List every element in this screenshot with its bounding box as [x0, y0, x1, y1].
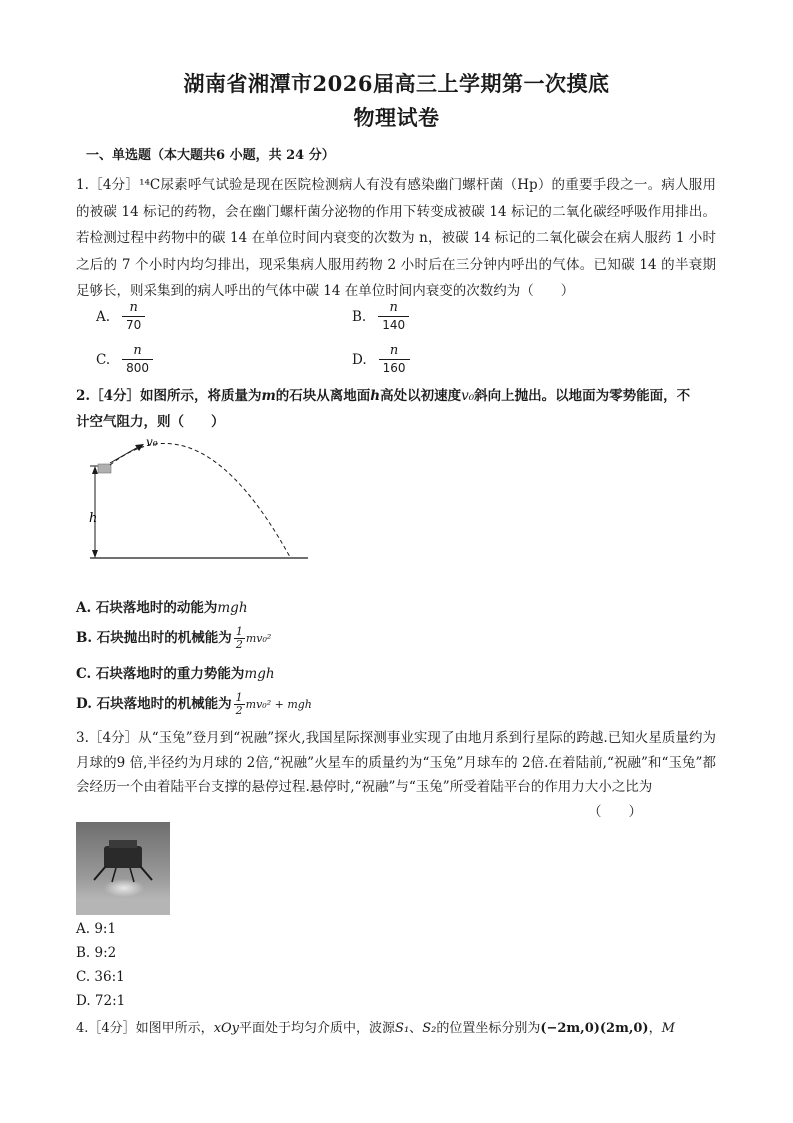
- question-1: [76, 172, 716, 305]
- question-2-option-a: [76, 596, 248, 616]
- fraction-denominator: 2: [235, 704, 243, 717]
- option-label: A.: [96, 308, 111, 325]
- q2-height-symbol: h: [370, 388, 381, 404]
- height-arrow-head-up: [92, 466, 98, 474]
- fraction-denominator: 800: [122, 359, 153, 376]
- question-3-option-a: A. 9:1: [76, 921, 117, 937]
- question-1-option-b: [352, 300, 409, 333]
- lander-top: [109, 840, 137, 848]
- option-label: D.: [352, 351, 367, 368]
- option-math: mgh: [217, 600, 248, 616]
- q4-text: 的位置坐标分别为: [436, 1021, 541, 1036]
- fraction-denominator: 140: [378, 316, 409, 333]
- question-2-option-d: [76, 692, 312, 717]
- option-fraction: [122, 343, 153, 376]
- option-label: C.: [96, 351, 111, 368]
- question-3-answer-paren: （ ）: [588, 804, 642, 820]
- fraction-numerator: n: [133, 343, 142, 358]
- q4-source-1: S₁: [395, 1021, 410, 1036]
- lander-photo: [76, 822, 170, 915]
- fraction-denominator: 2: [235, 638, 243, 651]
- velocity-arrow: [110, 446, 140, 463]
- fraction-numerator: 1: [235, 625, 243, 638]
- page-subtitle: 物理试卷: [353, 105, 440, 130]
- question-2-line-2: 计空气阻力，则（ ）: [76, 414, 225, 430]
- option-label: B.: [352, 308, 367, 325]
- q2-text: 高处以初速度: [380, 388, 462, 404]
- question-3-option-d: D. 72:1: [76, 993, 126, 1009]
- fraction-denominator: 160: [379, 359, 410, 376]
- height-label: h: [89, 511, 98, 526]
- q2-velocity-symbol: v₀: [461, 388, 475, 404]
- fraction-denominator: 70: [122, 316, 145, 333]
- fraction-numerator: 1: [235, 691, 243, 704]
- question-2-option-b: [76, 626, 271, 651]
- option-math: mv₀²: [245, 632, 272, 645]
- q4-text: 4.［4分］如图甲所示，: [76, 1021, 214, 1036]
- q2-mass-symbol: m: [261, 388, 276, 404]
- trajectory: [110, 443, 290, 557]
- option-math: mv₀² + mgh: [245, 698, 312, 711]
- question-1-number: 1.［4分］: [76, 177, 140, 193]
- question-3-option-c: C. 36:1: [76, 969, 125, 985]
- option-math: mgh: [244, 666, 275, 682]
- q4-text: 平面处于均匀介质中，波源: [239, 1021, 396, 1036]
- option-label: B. 石块抛出时的机械能为: [76, 630, 232, 646]
- question-1-text: ¹⁴C尿素呼气试验是现在医院检测病人有没有感染幽门螺杆菌（Hp）的重要手段之一。病人服用的被碳 14 标记的药物，会在幽门螺杆菌分泌物的作用下转变成被碳 14 标记的二氧化碳经呼吸作用排出。若检测过程中药物中的碳 14 在单位时间内衰变的次数为 n，被碳 14 标记的二氧化碳会在病人服药 1 小时之后的 7 个小时内均匀排出，现采集病人服用药物 2 小时后在三分钟内呼出的气体。已知碳 14 的半衰期足够长，则采集到的病人呼出的气体中碳 14 在单位时间内衰变的次数约为（ ）: [76, 177, 716, 299]
- question-4-line-1: [76, 1017, 675, 1036]
- stone: [98, 464, 111, 473]
- q4-text: 、: [409, 1021, 423, 1036]
- question-2-line-1: [76, 384, 690, 404]
- option-fraction: [379, 343, 410, 376]
- option-label: A. 石块落地时的动能为: [76, 600, 218, 616]
- q4-text: ，: [648, 1021, 662, 1036]
- option-fraction: [234, 692, 245, 717]
- fraction-numerator: n: [389, 343, 399, 358]
- question-1-option-a: [96, 300, 145, 333]
- height-arrow-head-down: [92, 550, 98, 558]
- question-3-option-b: B. 9:2: [76, 945, 117, 961]
- q2-text: 2.［4分］如图所示，将质量为: [76, 388, 262, 404]
- engine-plume: [104, 879, 144, 897]
- option-label: D. 石块落地时的机械能为: [76, 696, 232, 712]
- q4-plane-symbol: xOy: [213, 1021, 240, 1036]
- q2-text: 斜向上抛出。以地面为零势能面，不: [474, 388, 691, 404]
- page-title: 湖南省湘潭市2026届高三上学期第一次摸底: [183, 71, 610, 96]
- q2-text: 的石块从离地面: [275, 388, 371, 404]
- question-3-text: 3.［4分］从“玉兔”登月到“祝融”探火,我国星际探测事业实现了由地月系到行星际的跨越.已知火星质量约为月球的9 倍,半径约为月球的 2倍,“祝融”火星车的质量约为“玉兔”月球车的 2倍.在着陆前,“祝融”和“玉兔”都会经历一个由着陆平台支撑的悬停过程.悬停时,“祝融”与“玉兔”所受着陆平台的作用力大小之比为: [76, 730, 716, 795]
- q4-point-m: M: [661, 1021, 675, 1036]
- question-1-option-d: [352, 343, 410, 376]
- lander-body: [104, 846, 142, 868]
- projectile-diagram: [80, 432, 315, 567]
- option-fraction: [234, 626, 245, 651]
- fraction-numerator: n: [129, 300, 138, 315]
- question-1-option-c: [96, 343, 153, 376]
- section-heading: 一、单选题（本大题共6 小题，共 24 分）: [86, 148, 335, 163]
- fraction-numerator: n: [389, 300, 398, 315]
- velocity-label: v₀: [146, 435, 158, 449]
- question-2-option-c: [76, 662, 275, 682]
- q4-coordinates: (−2m,0)(2m,0): [540, 1021, 649, 1036]
- option-fraction: [378, 300, 409, 333]
- option-fraction: [122, 300, 145, 333]
- ground-strip: [76, 900, 170, 915]
- option-label: C. 石块落地时的重力势能为: [76, 666, 245, 682]
- q4-source-2: S₂: [422, 1021, 437, 1036]
